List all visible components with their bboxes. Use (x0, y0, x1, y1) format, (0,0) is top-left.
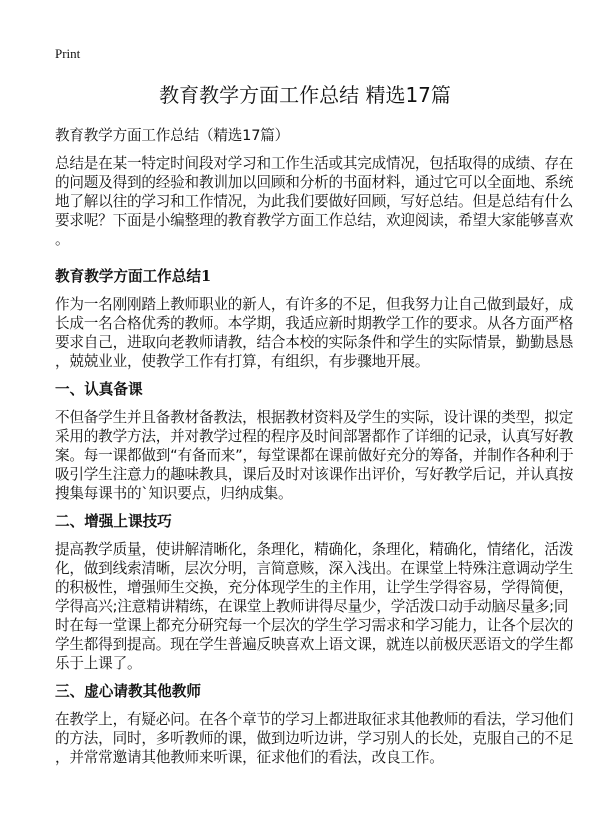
text-line: ，并常常邀请其他教师来听课，征求他们的看法，改良工作。 (55, 749, 444, 766)
section-paragraph (55, 540, 574, 673)
text-line: 作为一名刚刚踏上教师职业的新人，有许多的不足，但我努力让自己做到最好，成 (55, 296, 574, 313)
text-line: 的积极性，增强师生交换，充分体现学生的主作用，让学生学得容易，学得简便， (55, 579, 574, 596)
document-title: 教育教学方面工作总结 精选17篇 (159, 83, 451, 107)
text-line: 学得高兴;注意精讲精练，在课堂上教师讲得尽量少，学活泼口动手动脑尽量多;同 (55, 598, 569, 615)
text-line: 长成一名合格优秀的教师。本学期，我适应新时期教学工作的要求。从各方面严格 (55, 315, 574, 332)
section-heading: 三、虚心请教其他教师 (55, 683, 201, 700)
text-line: 不但备学生并且备教材备教法，根据教材资料及学生的实际，设计课的类型，拟定 (55, 409, 574, 426)
text-line: 在教学上，有疑必问。在各个章节的学习上都进取征求其他教师的看法，学习他们 (55, 711, 574, 728)
text-line: 案。每一课都做到“有备而来”，每堂课都在课前做好充分的筹备，并制作各种利于 (55, 447, 574, 464)
section-paragraph (55, 408, 574, 503)
text-line: 。 (55, 231, 70, 248)
section-heading: 二、增强上课技巧 (55, 513, 172, 530)
text-line: 要求自己，进取向老教师请教，结合本校的实际条件和学生的实际情景，勤勤恳恳 (55, 334, 574, 351)
text-line: 吸引学生注意力的趣味教具，课后及时对该课作出评价，写好教学后记，并认真按 (55, 466, 574, 483)
text-line: 时在每一堂课上都充分研究每一个层次的学生学习需求和学习能力，让各个层次的 (55, 617, 574, 634)
text-line: 搜集每课书的`知识要点，归纳成集。 (55, 485, 293, 502)
text-line: 提高教学质量，使讲解清晰化，条理化，精确化，条理化，精确化，情绪化，活泼 (55, 541, 574, 558)
text-line: 化，做到线索清晰，层次分明，言简意赅，深入浅出。在课堂上特殊注意调动学生 (55, 560, 574, 577)
document-subtitle: 教育教学方面工作总结（精选17篇） (55, 127, 290, 144)
section-paragraph (55, 295, 574, 371)
text-line: 学生都得到提高。现在学生普遍反映喜欢上语文课，就连以前极厌恶语文的学生都 (55, 636, 574, 653)
text-line: 的方法，同时，多听教师的课，做到边听边讲，学习别人的长处，克服自己的不足 (55, 730, 574, 747)
text-line: 总结是在某一特定时间段对学习和工作生活或其完成情况，包括取得的成绩、存在 (55, 155, 574, 172)
text-line: 采用的教学方法，并对教学过程的程序及时间部署都作了详细的记录，认真写好教 (55, 428, 574, 445)
section-paragraph (55, 710, 574, 767)
document (55, 45, 574, 776)
text-line: ，兢兢业业，使教学工作有打算，有组织，有步骤地开展。 (55, 353, 430, 370)
sections (55, 267, 574, 767)
section-heading: 教育教学方面工作总结1 (55, 268, 212, 285)
section-heading: 一、认真备课 (55, 381, 143, 398)
print-link[interactable]: Print (55, 46, 81, 61)
text-line: 要求呢？下面是小编整理的教育教学方面工作总结，欢迎阅读，希望大家能够喜欢 (55, 212, 574, 229)
text-line: 乐于上课了。 (55, 655, 142, 672)
text-line: 地了解以往的学习和工作情况，为此我们要做好回顾，写好总结。但是总结有什么 (55, 193, 574, 210)
text-line: 的问题及得到的经验和教训加以回顾和分析的书面材料，通过它可以全面地、系统 (55, 174, 574, 191)
